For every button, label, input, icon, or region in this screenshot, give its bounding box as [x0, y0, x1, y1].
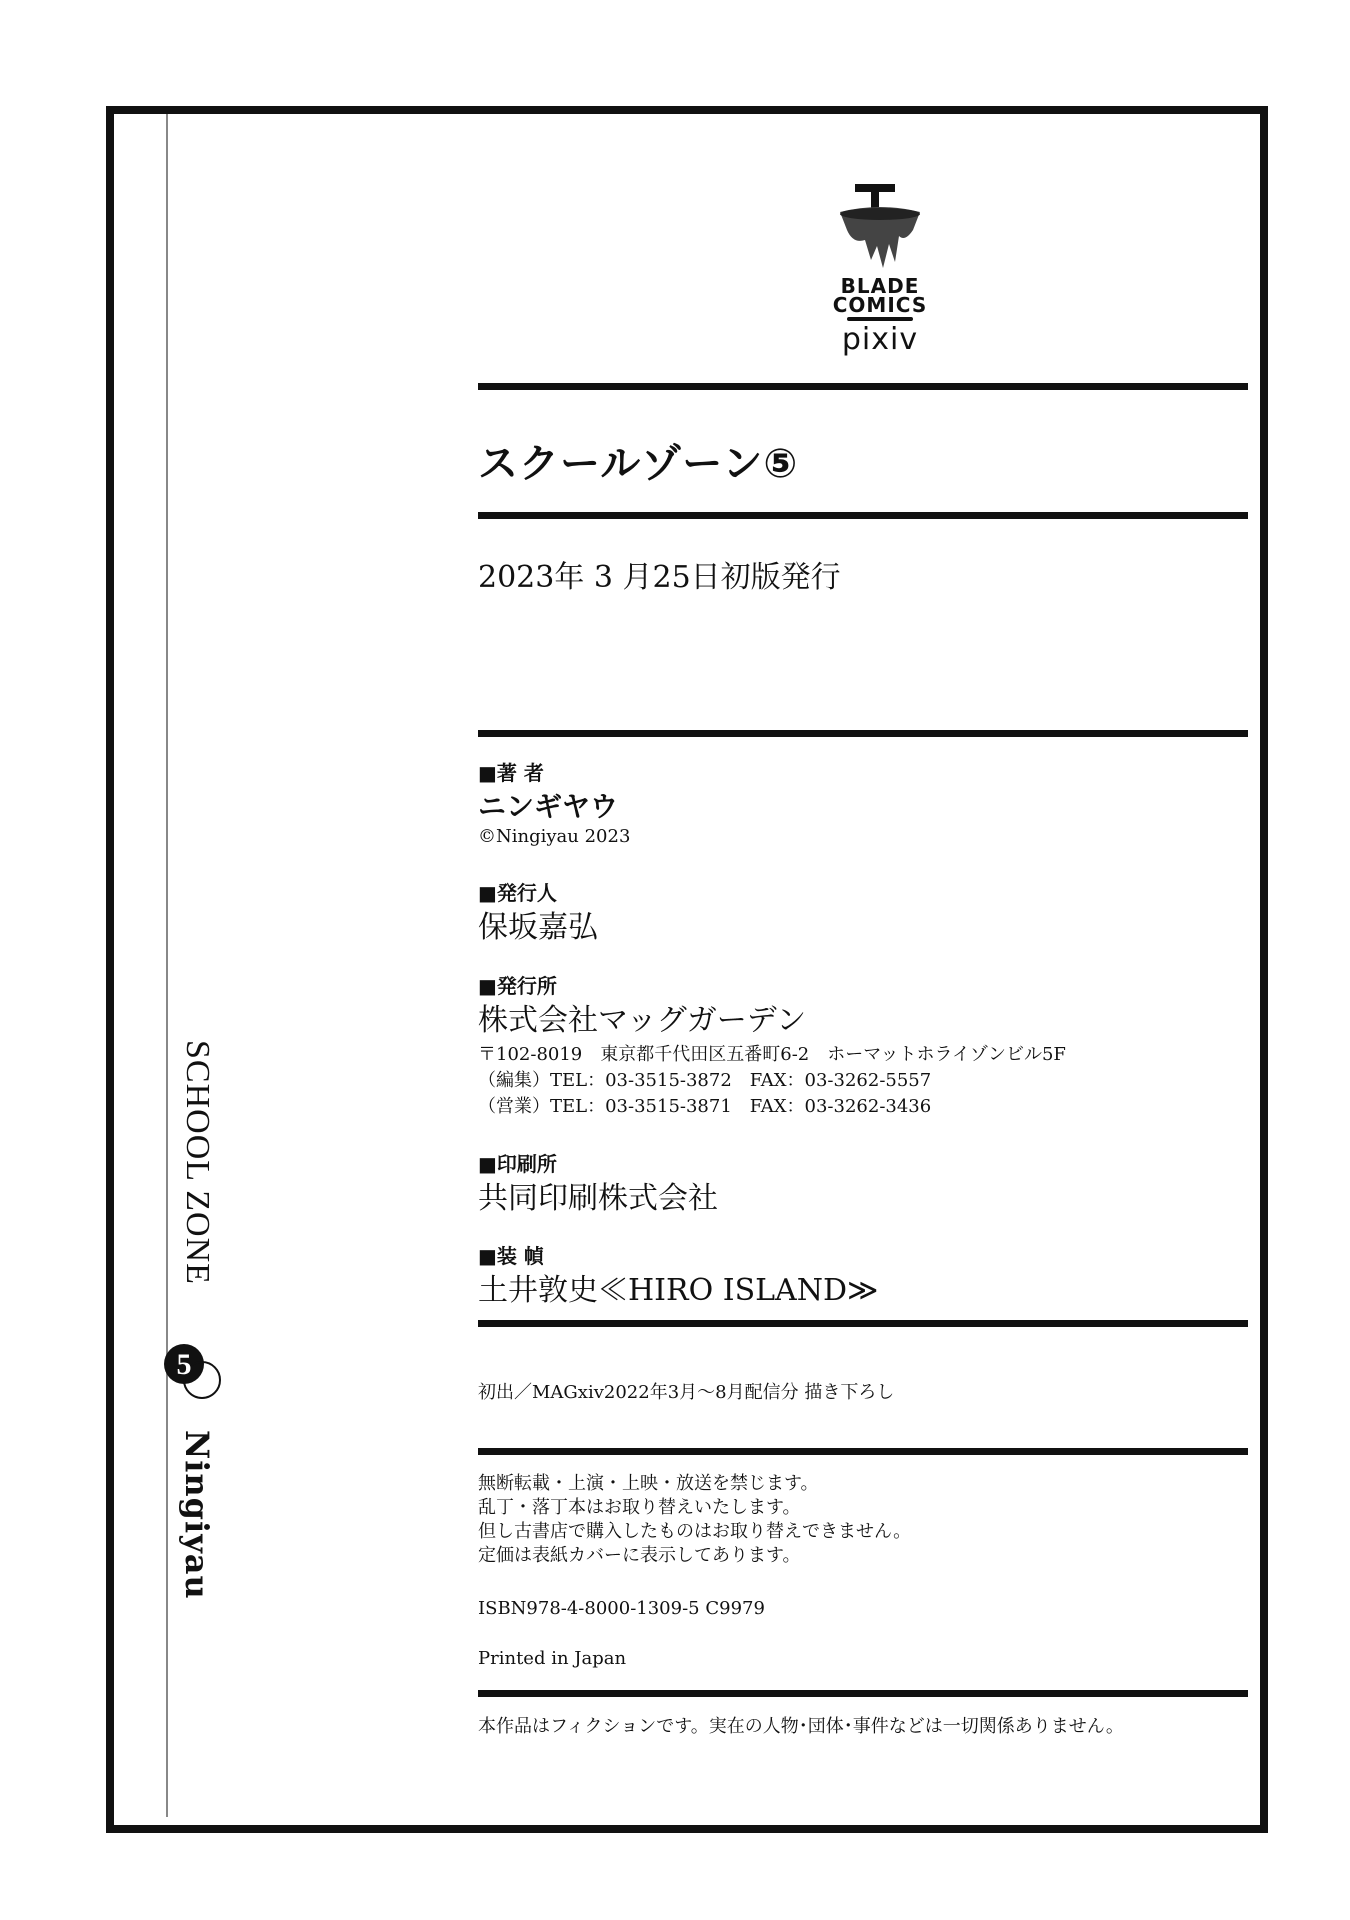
- printer-name: 共同印刷株式会社: [478, 1181, 718, 1216]
- notice-line: 無断転載・上演・上映・放送を禁じます。: [478, 1473, 819, 1494]
- notice-line: 乱丁・落丁本はお取り替えいたします。: [478, 1497, 801, 1518]
- first-appearance: 初出／MAGxiv2022年3月〜8月配信分 描き下ろし: [478, 1382, 895, 1403]
- blade-comics-emblem-icon: [795, 182, 965, 272]
- volume-number: 5: [176, 1348, 192, 1381]
- rule: [478, 1320, 1248, 1327]
- printed-in: Printed in Japan: [478, 1648, 627, 1669]
- pixiv-logo: pixiv: [841, 322, 919, 357]
- notice-list: [478, 1472, 911, 1568]
- publisher-editorial: （編集）TEL：03-3515-3872 FAX：03-3262-5557: [478, 1070, 932, 1091]
- copyright: ©Ningiyau 2023: [478, 826, 631, 847]
- issuer-label: ■発行人: [478, 881, 557, 905]
- design-label: ■装 幀: [478, 1244, 544, 1268]
- spine-title: SCHOOL ZONE: [179, 1040, 216, 1285]
- rule: [478, 512, 1248, 519]
- design-name: 土井敦史≪HIRO ISLAND≫: [478, 1273, 879, 1308]
- spine-author: Ningiyau: [178, 1430, 216, 1600]
- publisher-address: 〒102-8019 東京都千代田区五番町6-2 ホーマットホライゾンビル5F: [478, 1044, 1066, 1065]
- notice-line: 定価は表紙カバーに表示してあります。: [478, 1545, 801, 1566]
- rule: [478, 1448, 1248, 1455]
- publisher-sales: （営業）TEL：03-3515-3871 FAX：03-3262-3436: [478, 1096, 932, 1117]
- publisher-logo: [795, 182, 965, 362]
- rule: [478, 383, 1248, 390]
- book-title: スクールゾーン⑤: [478, 441, 799, 487]
- notice-line: 但し古書店で購入したものはお取り替えできません。: [478, 1521, 912, 1542]
- spine: [170, 1040, 230, 1600]
- fiction-notice: 本作品はフィクションです。実在の人物･団体･事件などは一切関係ありません。: [478, 1716, 1124, 1737]
- spine-divider: [166, 114, 168, 1817]
- rule: [478, 1690, 1248, 1697]
- publication-date: 2023年 3 月25日初版発行: [478, 560, 841, 595]
- author-label: ■著 者: [478, 761, 544, 785]
- logo-line2: COMICS: [832, 293, 928, 317]
- printer-label: ■印刷所: [478, 1152, 557, 1176]
- issuer-name: 保坂嘉弘: [478, 910, 598, 945]
- publisher-label: ■発行所: [478, 974, 557, 998]
- publisher-name: 株式会社マッグガーデン: [478, 1003, 807, 1038]
- isbn: ISBN978-4-8000-1309-5 C9979: [478, 1598, 765, 1619]
- author-name: ニンギヤウ: [478, 790, 619, 823]
- page-frame: [106, 106, 1268, 1833]
- logo-line1: BLADE: [840, 274, 920, 298]
- volume-badge: [162, 1340, 222, 1400]
- rule: [478, 730, 1248, 737]
